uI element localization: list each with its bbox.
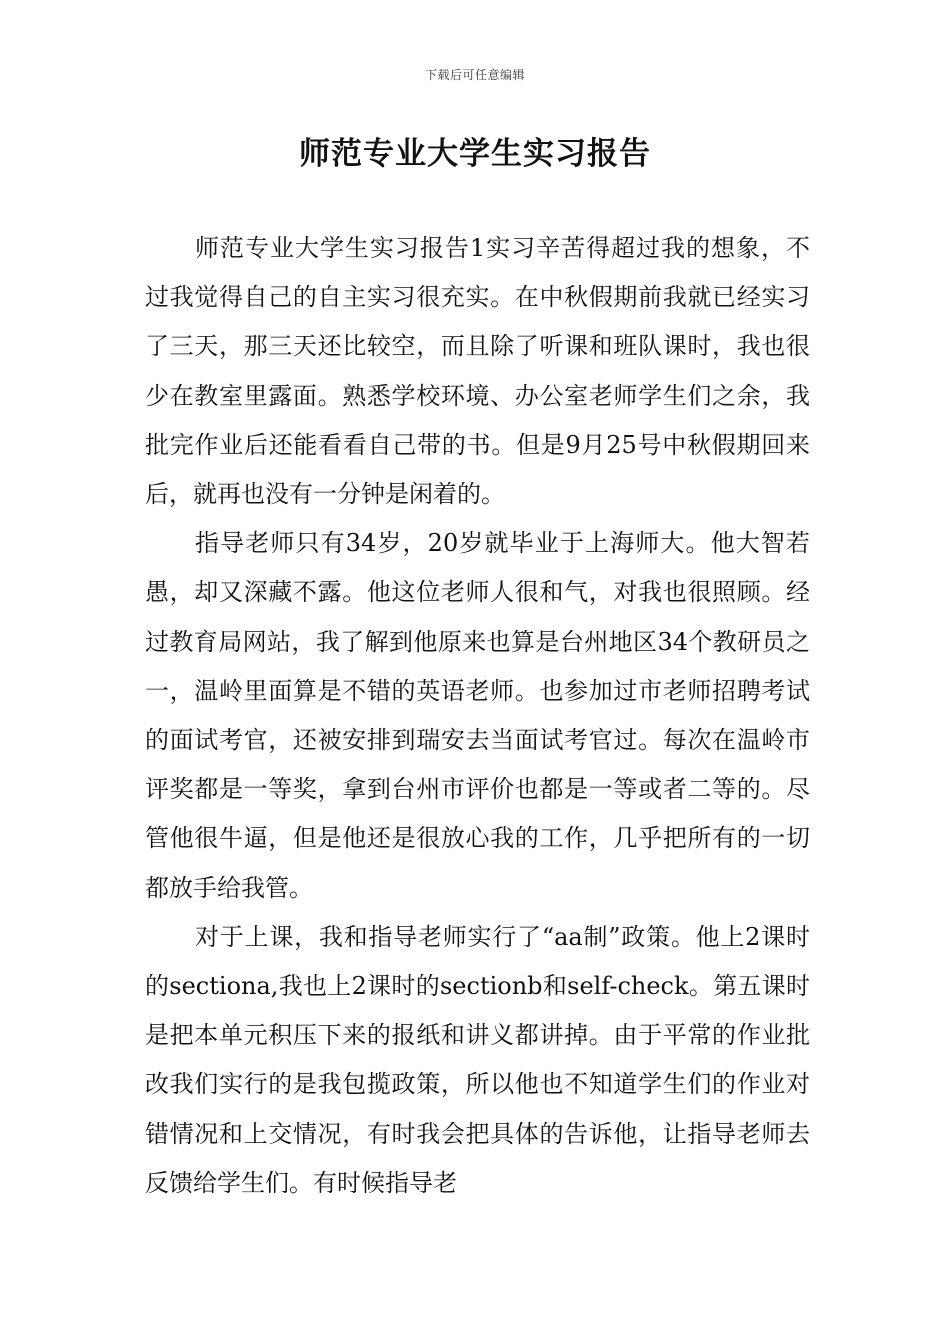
header-note: 下载后可任意编辑 [424, 68, 525, 82]
body-text [145, 224, 810, 1208]
paragraph: 对于上课，我和指导老师实行了“aa制”政策。他上2课时的sectiona,我也上2课时的sectionb和self-check。第五课时是把本单元积压下来的报纸和讲义都讲掉。由于平常的作业批改我们实行的是我包揽政策，所以他也不知道学生们的作业对错情况和上交情况，有时我会把具体的告诉他，让指导老师去反馈给学生们。有时候指导老 [145, 922, 810, 1197]
page-title: 师范专业大学生实习报告 [299, 136, 651, 172]
paragraph: 指导老师只有34岁，20岁就毕业于上海师大。他大智若愚，却又深藏不露。他这位老师人很和气，对我也很照顾。经过教育局网站，我了解到他原来也算是台州地区34个教研员之一，温岭里面算是不错的英语老师。也参加过市老师招聘考试的面试考官，还被安排到瑞安去当面试考官过。每次在温岭市评奖都是一等奖，拿到台州市评价也都是一等或者二等的。尽管他很牛逼，但是他还是很放心我的工作，几乎把所有的一切都放手给我管。 [145, 529, 810, 902]
paragraph: 师范专业大学生实习报告1实习辛苦得超过我的想象，不过我觉得自己的自主实习很充实。在中秋假期前我就已经实习了三天，那三天还比较空，而且除了听课和班队课时，我也很少在教室里露面。熟悉学校环境、办公室老师学生们之余，我批完作业后还能看看自己带的书。但是9月25号中秋假期回来后，就再也没有一分钟是闲着的。 [145, 234, 810, 509]
